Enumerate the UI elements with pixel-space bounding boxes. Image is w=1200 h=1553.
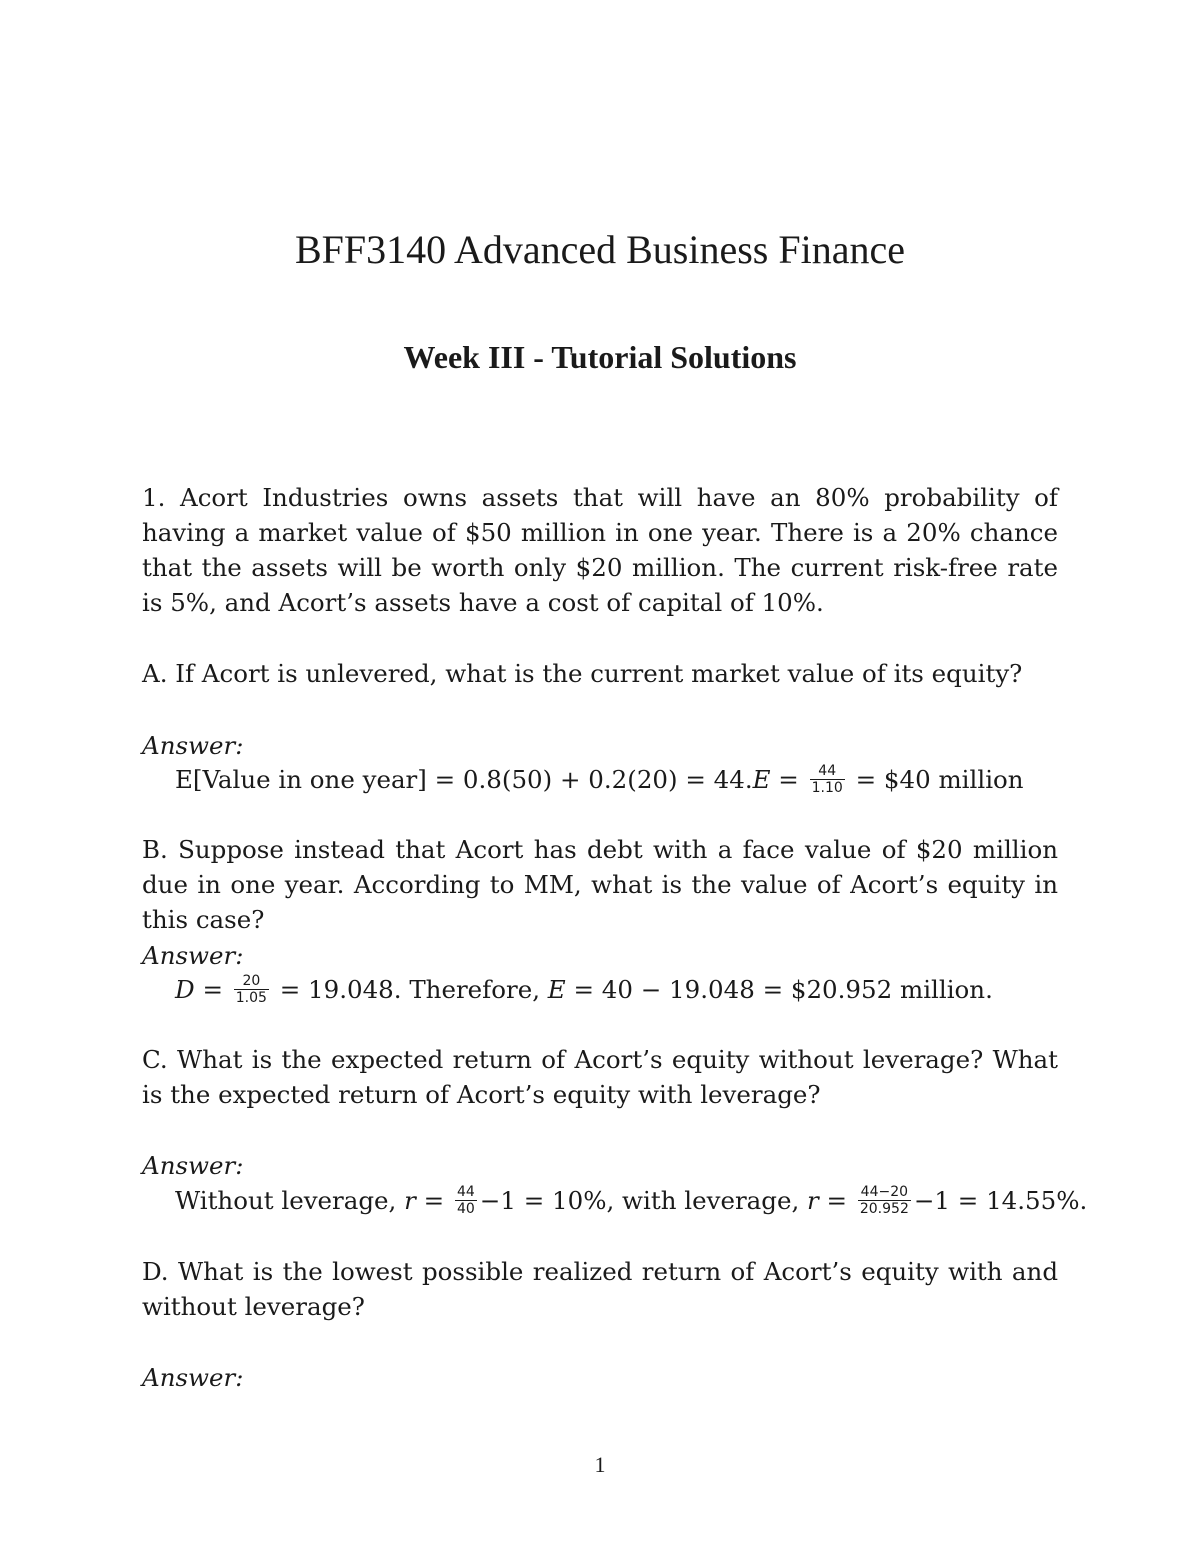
answer-a-equation: [175, 762, 1024, 798]
answer-c-post: −1 = 14.55%.: [913, 1186, 1088, 1215]
answer-label-c: Answer:: [142, 1151, 244, 1180]
question-1d-text: D. What is the lowest possible realized return of Acort’s equity with and without leverage?: [142, 1257, 1058, 1321]
answer-c-fraction-2: [858, 1184, 911, 1217]
page-number: 1: [594, 1452, 606, 1477]
answer-a-fraction: [810, 763, 845, 796]
answer-b-frac-den: 1.05: [235, 990, 267, 1006]
answer-a-frac-den: 1.10: [811, 780, 843, 796]
answer-c-equation: [175, 1183, 1087, 1219]
answer-b-fraction: [234, 973, 269, 1006]
answer-b-eq: =: [194, 975, 231, 1004]
answer-c-eq1: =: [415, 1186, 452, 1215]
answer-b-equation: [175, 972, 993, 1008]
question-1b-text: B. Suppose instead that Acort has debt with a face value of $20 million due in one year. According to MM, what is the value of Acort’s equity in this case?: [142, 835, 1058, 934]
answer-c-eq2: =: [818, 1186, 855, 1215]
answer-label-a: Answer:: [142, 731, 244, 760]
answer-b-var-d: D: [175, 975, 195, 1004]
answer-c-frac2-den: 20.952: [859, 1201, 909, 1217]
answer-a-frac-num: 44: [810, 763, 845, 780]
question-1-intro: 1. Acort Industries owns assets that will have an 80% probability of having a market value of $50 million in one year. There is a 20% chance that the assets will be worth only $20 million. The current risk-free rate is 5%, and Acort’s assets have a cost of capital of 10%.: [142, 483, 1058, 617]
answer-a-var-e: E: [752, 765, 771, 794]
answer-a-post: = $40 million: [847, 765, 1024, 794]
answer-c-frac1-num: 44: [456, 1184, 475, 1200]
answer-c-frac1-den: 40: [456, 1201, 475, 1217]
answer-b-post: = 40 − 19.048 = $20.952 million.: [565, 975, 993, 1004]
answer-c-fraction-1: [455, 1184, 477, 1217]
answer-label-d: Answer:: [142, 1363, 244, 1392]
answer-label-b: Answer:: [142, 941, 244, 970]
answer-b-mid: = 19.048. Therefore,: [271, 975, 548, 1004]
question-1c-text: C. What is the expected return of Acort’s equity without leverage? What is the expected return of Acort’s equity with leverage?: [142, 1045, 1058, 1109]
document-subtitle: Week III - Tutorial Solutions: [403, 339, 797, 375]
answer-c-frac2-num: 44−20: [858, 1184, 911, 1201]
answer-a-pre: E[Value in one year] = 0.8(50) + 0.2(20) = 44.: [175, 765, 753, 794]
document-title: BFF3140 Advanced Business Finance: [295, 227, 905, 272]
answer-b-frac-num: 20: [234, 973, 269, 990]
answer-a-eq: =: [770, 765, 807, 794]
answer-c-var-r2: r: [807, 1186, 819, 1215]
answer-c-mid: −1 = 10%, with leverage,: [479, 1186, 808, 1215]
question-1a-text: A. If Acort is unlevered, what is the current market value of its equity?: [142, 659, 1023, 688]
answer-b-var-e: E: [547, 975, 566, 1004]
answer-c-var-r1: r: [404, 1186, 416, 1215]
answer-c-pre: Without leverage,: [175, 1186, 405, 1215]
